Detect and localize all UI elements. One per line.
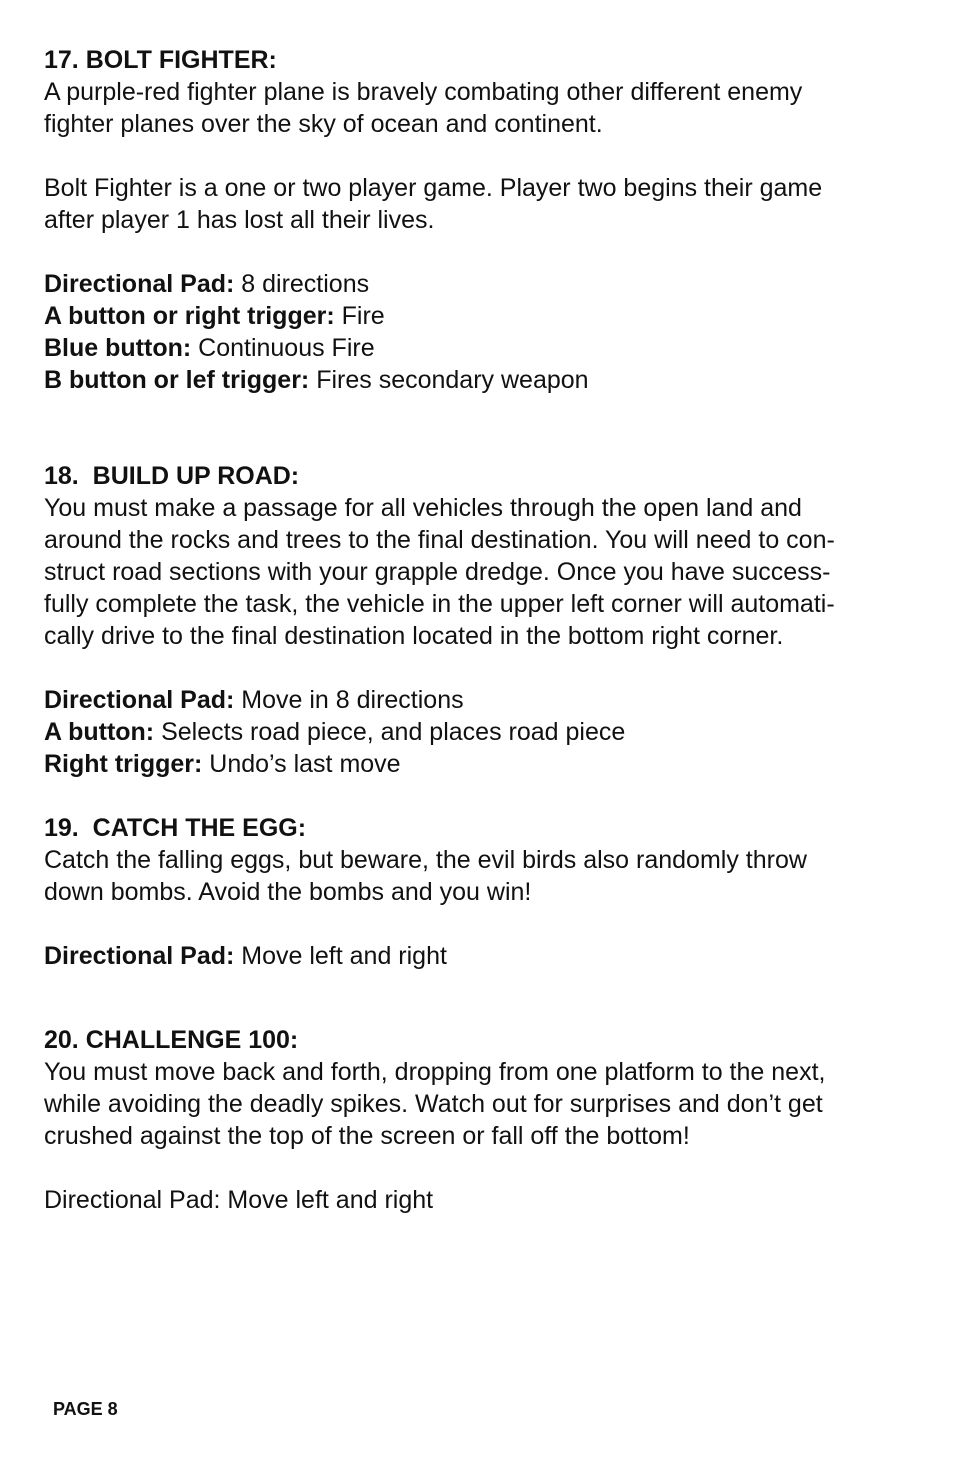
control-row: [44, 332, 914, 364]
section-title: 18. BUILD UP ROAD:: [44, 462, 300, 490]
control-key: Directional Pad:: [44, 686, 235, 714]
control-row-plain: Directional Pad: Move left and right: [44, 1186, 434, 1214]
control-value: Move in 8 directions: [234, 686, 464, 714]
description-line: Catch the falling eggs, but beware, the evil birds also randomly throw: [44, 846, 807, 874]
section-title: 17. BOLT FIGHTER:: [44, 46, 277, 74]
control-value: Fires secondary weapon: [309, 366, 589, 394]
control-row: [44, 940, 914, 972]
control-key: Blue button:: [44, 334, 192, 362]
description-line: A purple-red fighter plane is bravely combating other different enemy: [44, 78, 803, 106]
control-value: Move left and right: [234, 942, 447, 970]
control-row: [44, 300, 914, 332]
control-row: [44, 684, 914, 716]
control-value: Continuous Fire: [191, 334, 375, 362]
section-build-up-road: [44, 460, 914, 780]
section-challenge-100: [44, 1024, 914, 1216]
description-line: Bolt Fighter is a one or two player game. Player two begins their game: [44, 174, 823, 202]
section-catch-the-egg: [44, 812, 914, 972]
description-line: around the rocks and trees to the final destination. You will need to con-: [44, 526, 835, 554]
control-row: [44, 364, 914, 396]
control-key: A button:: [44, 718, 155, 746]
control-value: Undo’s last move: [202, 750, 401, 778]
description-line: You must move back and forth, dropping from one platform to the next,: [44, 1058, 826, 1086]
control-key: A button or right trigger:: [44, 302, 335, 330]
control-key: B button or lef trigger:: [44, 366, 310, 394]
control-row: [44, 268, 914, 300]
description-line: after player 1 has lost all their lives.: [44, 206, 435, 234]
control-row: [44, 748, 914, 780]
control-key: Directional Pad:: [44, 270, 235, 298]
description-line: down bombs. Avoid the bombs and you win!: [44, 878, 532, 906]
control-key: Right trigger:: [44, 750, 203, 778]
control-row: [44, 716, 914, 748]
description-line: fighter planes over the sky of ocean and continent.: [44, 110, 603, 138]
description-line: crushed against the top of the screen or fall off the bottom!: [44, 1122, 690, 1150]
section-bolt-fighter: [44, 44, 914, 396]
section-title: 20. CHALLENGE 100:: [44, 1026, 299, 1054]
description-line: while avoiding the deadly spikes. Watch out for surprises and don’t get: [44, 1090, 823, 1118]
control-value: Selects road piece, and places road piece: [154, 718, 626, 746]
page-number: PAGE 8: [53, 1399, 118, 1419]
section-title: 19. CATCH THE EGG:: [44, 814, 307, 842]
control-key: Directional Pad:: [44, 942, 235, 970]
description-line: fully complete the task, the vehicle in the upper left corner will automati-: [44, 590, 835, 618]
control-value: Fire: [334, 302, 385, 330]
manual-page: [44, 44, 914, 1216]
description-line: You must make a passage for all vehicles through the open land and: [44, 494, 802, 522]
description-line: cally drive to the final destination located in the bottom right corner.: [44, 622, 784, 650]
description-line: struct road sections with your grapple dredge. Once you have success-: [44, 558, 831, 586]
control-value: 8 directions: [234, 270, 370, 298]
